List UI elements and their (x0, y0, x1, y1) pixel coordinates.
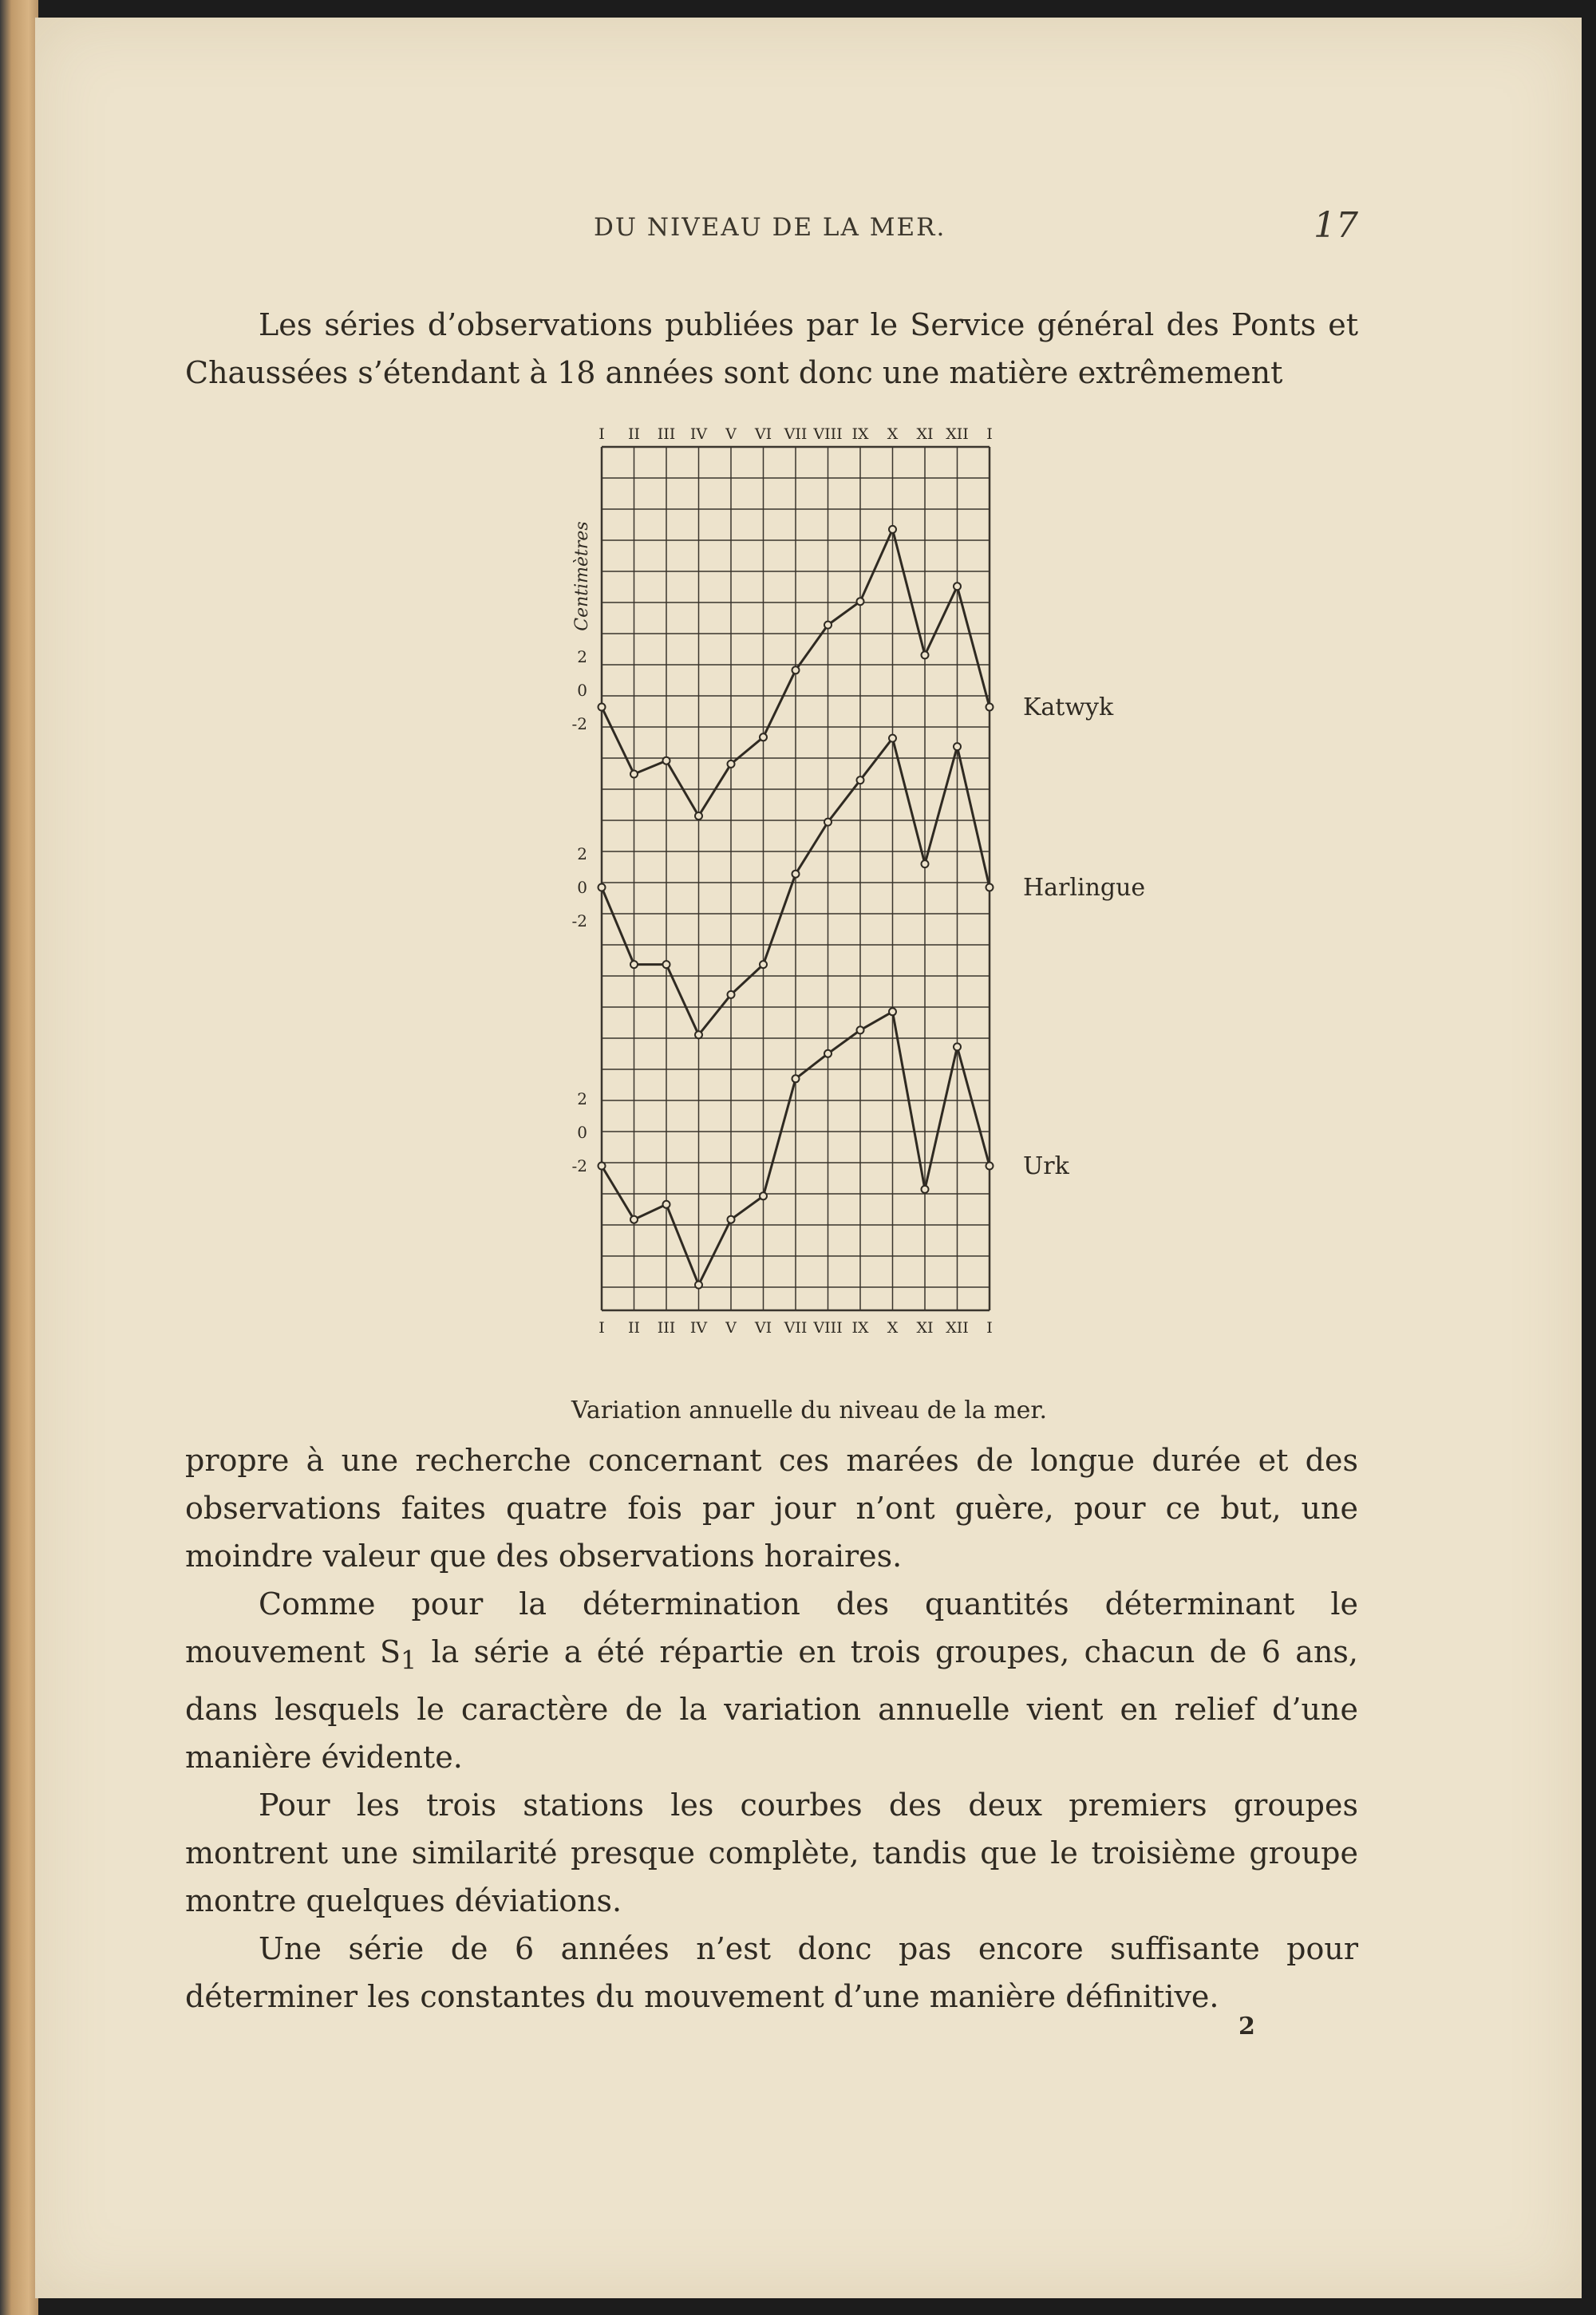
data-point (695, 812, 702, 820)
data-point (889, 735, 896, 742)
data-point (986, 1163, 994, 1170)
data-point (824, 622, 832, 629)
paragraph-1-text: Les séries d’observations publiées par le Service général des Ponts et Chaussées s’étendant à 18 années sont donc une matière extrêmement (185, 307, 1358, 390)
data-point (922, 860, 929, 867)
data-point (663, 757, 670, 764)
y-axis-title: Centimètres (572, 521, 592, 631)
data-point (630, 961, 638, 968)
data-point (857, 1026, 864, 1033)
month-tick-bottom: I (598, 1319, 605, 1337)
data-point (630, 771, 638, 778)
y-tick-label: -2 (571, 1156, 587, 1175)
data-point (598, 704, 606, 711)
chart-caption: Variation annuelle du niveau de la mer. (571, 1397, 1047, 1424)
data-point (889, 1008, 896, 1015)
month-tick-bottom: XI (916, 1319, 934, 1337)
data-point (824, 1050, 832, 1057)
data-point (630, 1216, 638, 1223)
data-point (792, 666, 800, 674)
month-tick-top: VI (754, 425, 772, 443)
month-tick-top: V (725, 425, 737, 443)
y-tick-label: 0 (577, 1123, 587, 1142)
data-point (728, 991, 735, 998)
month-tick-top: II (627, 425, 641, 443)
y-tick-label: 2 (577, 844, 587, 863)
month-tick-bottom: IV (689, 1319, 708, 1337)
subscript-1: 1 (400, 1646, 417, 1676)
month-tick-bottom: VI (754, 1319, 772, 1337)
paragraph-2-text: propre à une recherche concernant ces marées de longue durée et des observations faites quatre fois par jour n’ont guère, pour ce but, une moindre valeur que des observations horaires. (185, 1443, 1358, 1574)
paragraph-5-text: Une série de 6 années n’est donc pas encore suffisante pour déterminer les constantes du mouvement d’une manière définitive. (185, 1930, 1358, 2014)
data-point (922, 1186, 929, 1193)
page-number: 17 (1314, 205, 1358, 246)
month-tick-top: X (887, 425, 899, 443)
data-point (857, 598, 864, 605)
data-point (792, 871, 800, 878)
data-point (889, 526, 896, 533)
data-point (954, 743, 961, 750)
y-tick-label: 2 (577, 1089, 587, 1108)
data-point (663, 1201, 670, 1208)
signature-mark: 2 (1238, 2013, 1255, 2040)
data-point (792, 1075, 800, 1082)
y-tick-label: -2 (571, 911, 587, 930)
y-tick-label: 2 (577, 647, 587, 666)
data-point (760, 961, 767, 968)
month-tick-top: XI (916, 425, 934, 443)
book-page (35, 18, 1582, 2298)
series-label-katwyk: Katwyk (1023, 693, 1114, 721)
month-tick-top: III (657, 425, 676, 443)
paragraph-3-part-a: Comme pour la détermination des quantités déterminant le mouvement S (185, 1586, 1358, 1669)
month-tick-top: I (598, 425, 605, 443)
paragraph-intro (185, 301, 1358, 397)
month-tick-top: I (986, 425, 993, 443)
month-tick-bottom: III (657, 1319, 676, 1337)
running-head: DU NIVEAU DE LA MER. (594, 213, 946, 242)
data-point (695, 1031, 702, 1038)
month-tick-bottom: XII (946, 1319, 969, 1337)
y-tick-label: -2 (571, 714, 587, 733)
data-point (986, 704, 994, 711)
series-label-urk: Urk (1023, 1152, 1069, 1180)
month-tick-top: IV (689, 425, 708, 443)
series-label-harlingue: Harlingue (1023, 874, 1146, 902)
month-tick-top: VII (784, 425, 808, 443)
month-tick-top: IX (851, 425, 869, 443)
paragraph-body (185, 1436, 1358, 2021)
data-point (598, 884, 606, 891)
data-point (986, 884, 994, 891)
data-point (663, 961, 670, 968)
y-tick-label: 0 (577, 878, 587, 897)
data-point (598, 1163, 606, 1170)
data-point (824, 819, 832, 826)
month-tick-bottom: I (986, 1319, 993, 1337)
data-point (760, 733, 767, 741)
paragraph-3-part-b: la série a été répartie en trois groupes, chacun de 6 ans, dans lesquels le caractère de la variation annuelle vient en relief d’une manière évidente. (185, 1634, 1358, 1775)
book-binding-edge (0, 0, 38, 2315)
data-point (728, 1216, 735, 1223)
month-tick-bottom: V (725, 1319, 737, 1337)
data-point (857, 776, 864, 784)
month-tick-bottom: X (887, 1319, 899, 1337)
data-point (728, 760, 735, 768)
y-tick-label: 0 (577, 681, 587, 700)
data-point (760, 1192, 767, 1199)
month-tick-bottom: VII (784, 1319, 808, 1337)
paragraph-3-text (185, 1580, 1358, 1781)
data-point (954, 1043, 961, 1050)
month-tick-bottom: VIII (813, 1319, 843, 1337)
paragraph-4-text: Pour les trois stations les courbes des deux premiers groupes montrent une similarité presque complète, tandis que le troisième groupe montre quelques déviations. (185, 1787, 1358, 1918)
sea-level-chart (514, 417, 1146, 1390)
month-tick-bottom: II (627, 1319, 641, 1337)
month-tick-top: XII (946, 425, 969, 443)
month-tick-bottom: IX (851, 1319, 869, 1337)
data-point (695, 1282, 702, 1289)
data-point (954, 583, 961, 590)
data-point (922, 651, 929, 658)
month-tick-top: VIII (813, 425, 843, 443)
